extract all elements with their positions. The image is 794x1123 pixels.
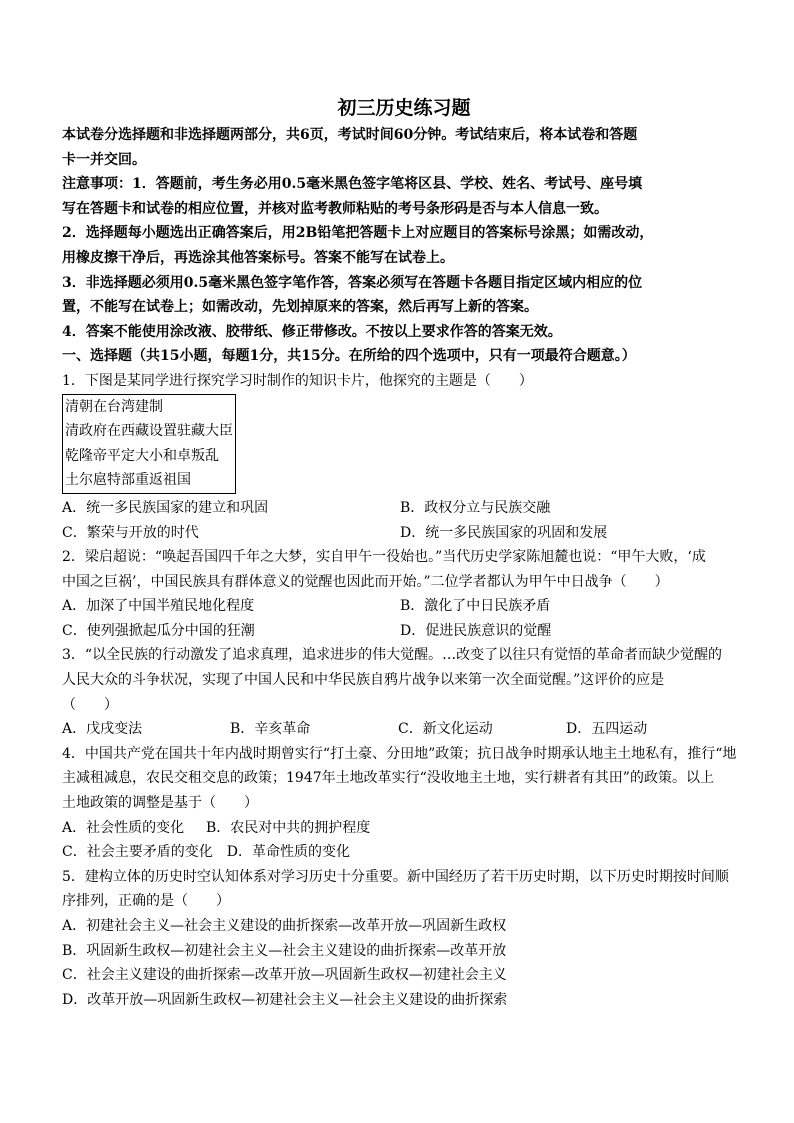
notice-line: 注意事项：1．答题前，考生务必用0.5毫米黑色签字笔将区县、学校、姓名、考试号、座号填 (62, 176, 643, 193)
option-c: C．繁荣与开放的时代 (62, 524, 199, 541)
question-stem: 中国之巨祸’，中国民族具有群体意义的觉醒也因此而开始。”二位学者都认为甲午中日战争（ ） (62, 573, 669, 590)
knowledge-card (62, 394, 236, 494)
option-c: C．新文化运动 (398, 721, 493, 738)
option-d: D．统一多民族国家的巩固和发展 (400, 524, 608, 541)
option-d: D．改革开放—巩固新生政权—初建社会主义—社会主义建设的曲折探索 (62, 991, 508, 1008)
option-c: C．社会主要矛盾的变化 (62, 844, 213, 861)
options-row (62, 521, 746, 546)
question-stem: 序排列，正确的是（ ） (62, 893, 230, 910)
option-b: B．政权分立与民族交融 (400, 499, 551, 516)
options-row (62, 717, 746, 742)
options-row (62, 816, 746, 841)
question-stem: 5．建构立体的历史时空认知体系对学习历史十分重要。新中国经历了若干历史时期，以下历史时期按时间顺 (62, 868, 729, 885)
option-a: A．戊戌变法 (62, 721, 143, 738)
question-3 (62, 643, 746, 741)
question-4 (62, 742, 746, 865)
notice-line: 3．非选择题必须用0.5毫米黑色签字笔作答，答案必须写在答题卡各题目指定区域内相应的位 (62, 274, 643, 291)
question-stem: 1．下图是某同学进行探究学习时制作的知识卡片，他探究的主题是（ ） (62, 372, 533, 389)
question-stem: 土地政策的调整是基于（ ） (62, 795, 258, 812)
option-d: D．五四运动 (566, 721, 648, 738)
section-heading: 一、选择题（共15小题，每题1分，共15分。在所给的四个选项中，只有一项最符合题意。） (62, 348, 636, 365)
question-stem: （ ） (62, 696, 118, 713)
question-stem: 主减租减息，农民交租交息的政策；1947年土地改革实行“没收地主土地，实行耕者有其田”的政策。以上 (62, 770, 714, 787)
option-b: B．辛亥革命 (230, 721, 311, 738)
option-b: B．巩固新生政权—初建社会主义—社会主义建设的曲折探索—改革开放 (62, 942, 507, 959)
question-1 (62, 369, 746, 545)
question-stem: 2．梁启超说：“唤起吾国四千年之大梦，实自甲午一役始也。”当代历史学家陈旭麓也说：“甲午大败，‘成 (62, 549, 706, 566)
page-title: 初三历史练习题 (337, 97, 471, 119)
instructions (62, 123, 746, 369)
option-b: B．农民对中共的拥护程度 (206, 819, 371, 836)
card-line: 乾隆帝平定大小和卓叛乱 (65, 447, 219, 464)
notice-line: 用橡皮擦干净后，再选涂其他答案标号。答案不能写在试卷上。 (62, 249, 454, 266)
option-d: D．革命性质的变化 (226, 844, 350, 861)
card-line: 土尔扈特部重返祖国 (65, 472, 191, 489)
notice-line: 置，不能写在试卷上；如需改动，先划掉原来的答案，然后再写上新的答案。 (62, 299, 538, 316)
question-stem: 3．“以全民族的行动激发了追求真理，追求进步的伟大觉醒。…改变了以往只有觉悟的革命者而缺少觉醒的 (62, 647, 723, 664)
option-a: A．初建社会主义—社会主义建设的曲折探索—改革开放—巩固新生政权 (62, 918, 507, 934)
options-row (62, 496, 746, 521)
option-c: C．使列强掀起瓜分中国的狂潮 (62, 622, 255, 639)
option-a: A．社会性质的变化 (62, 819, 185, 836)
option-d: D．促进民族意识的觉醒 (400, 622, 552, 639)
notice-line: 写在答题卡和试卷的相应位置，并核对监考教师粘贴的考号条形码是否与本人信息一致。 (62, 200, 608, 217)
options-row (62, 619, 746, 644)
notice-line: 2．选择题每小题选出正确答案后，用2B铅笔把答题卡上对应题目的答案标号涂黑；如需改动， (62, 225, 654, 242)
option-b: B．激化了中日民族矛盾 (400, 598, 551, 615)
exam-page (62, 95, 746, 1012)
question-stem: 人民大众的斗争状况，实现了中国人民和中华民族自鸦片战争以来第一次全面觉醒。”这评价的应是 (62, 672, 665, 689)
option-a: A．加深了中国半殖民地化程度 (62, 598, 255, 615)
options-row (62, 840, 746, 865)
question-stem: 4．中国共产党在国共十年内战时期曾实行“打土豪、分田地”政策；抗日战争时期承认地主土地私有，推行“地 (62, 745, 737, 762)
intro-line: 卡一并交回。 (62, 151, 146, 168)
question-5 (62, 865, 746, 1013)
intro-line: 本试卷分选择题和非选择题两部分，共6页，考试时间60分钟。考试结束后，将本试卷和答题 (62, 127, 638, 143)
card-line: 清政府在西藏设置驻藏大臣 (65, 423, 233, 440)
card-line: 清朝在台湾建制 (65, 398, 163, 415)
option-c: C．社会主义建设的曲折探索—改革开放—巩固新生政权—初建社会主义 (62, 967, 507, 984)
notice-line: 4．答案不能使用涂改液、胶带纸、修正带修改。不按以上要求作答的答案无效。 (62, 323, 562, 340)
options-row (62, 594, 746, 619)
option-a: A．统一多民族国家的建立和巩固 (62, 499, 269, 516)
question-2 (62, 545, 746, 643)
